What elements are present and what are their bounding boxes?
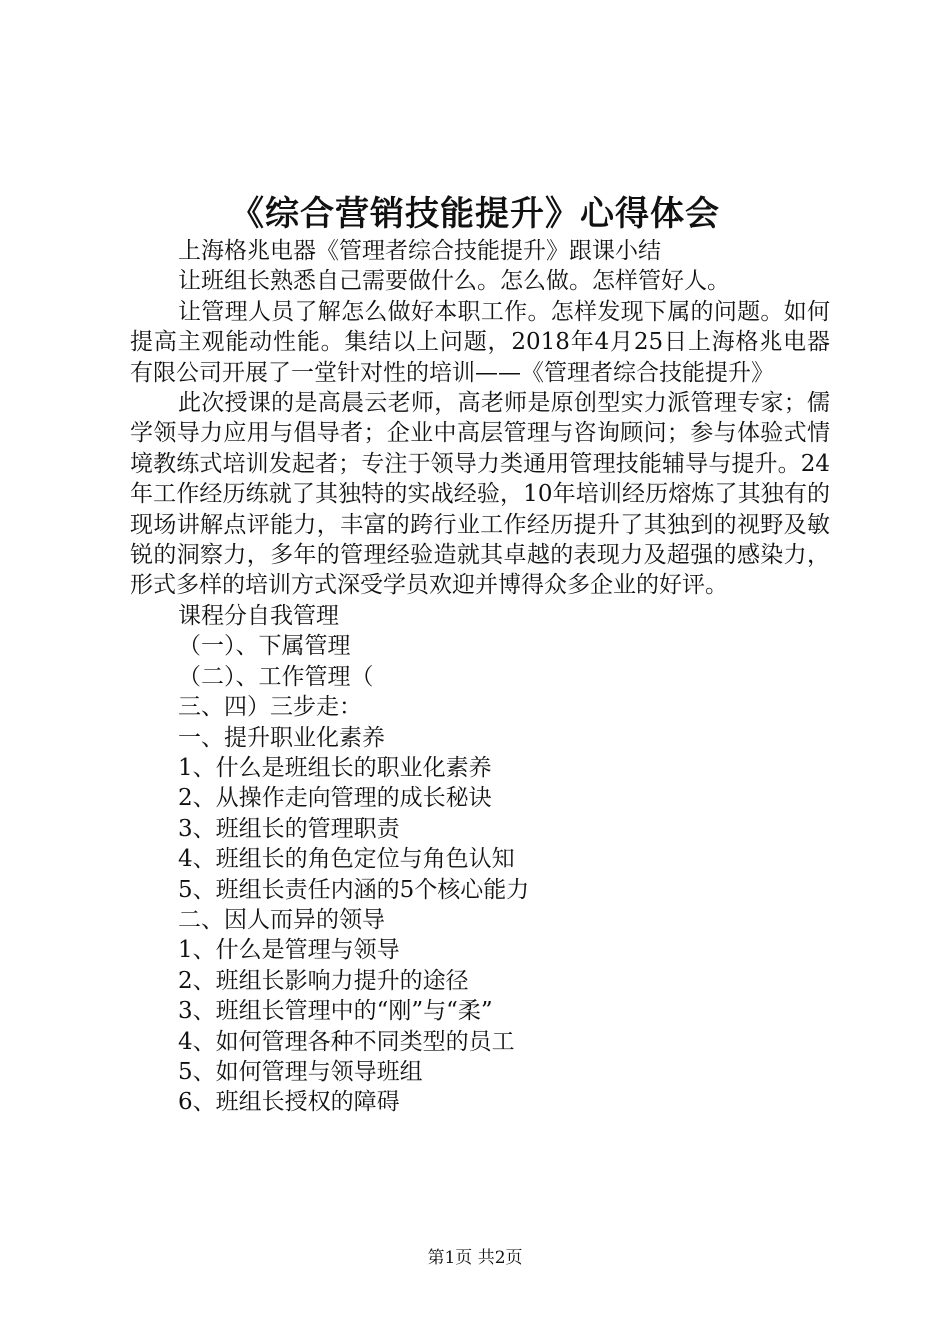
intro-line: 让班组长熟悉自己需要做什么。怎么做。怎样管好人。: [178, 268, 730, 295]
outline-item: 5、班组长责任内涵的5个核心能力: [178, 876, 530, 903]
outline-item: 二、因人而异的领导: [178, 906, 385, 933]
paragraph: 此次授课的是高晨云老师，高老师是原创型实力派管理专家；儒学领导力应用与倡导者；企业中高层管理与咨询顾问；参与体验式情境教练式培训发起者；专注于领导力类通用管理技能辅导与提升。24年工作经历练就了其独特的实战经验，10年培训经历熔炼了其独有的现场讲解点评能力，丰富的跨行业工作经历提升了其独到的视野及敏锐的洞察力，多年的管理经验造就其卓越的表现力及超强的感染力，形式多样的培训方式深受学员欢迎并博得众多企业的好评。: [130, 390, 830, 599]
paragraph: 让管理人员了解怎么做好本职工作。怎样发现下属的问题。如何提高主观能动性能。集结以上问题，2018年4月25日上海格兆电器有限公司开展了一堂针对性的培训——《管理者综合技能提升》: [130, 298, 830, 386]
intro-subtitle: 上海格兆电器《管理者综合技能提升》跟课小结: [178, 238, 661, 264]
outline-item: （一）、下属管理: [178, 633, 351, 660]
outline-item: 1、什么是班组长的职业化素养: [178, 754, 492, 781]
page-footer: 第1页 共2页: [427, 1248, 523, 1268]
outline-item: 2、班组长影响力提升的途径: [178, 967, 469, 994]
outline-item: 三、四）三步走：: [178, 694, 362, 721]
outline-item: 2、从操作走向管理的成长秘诀: [178, 785, 492, 812]
outline-item: 3、班组长的管理职责: [178, 815, 400, 842]
outline-item: 课程分自我管理: [178, 602, 339, 629]
document-title: 《综合营销技能提升》心得体会: [230, 194, 720, 234]
outline-item: 5、如何管理与领导班组: [178, 1058, 423, 1085]
document-body: [130, 236, 830, 1118]
outline-item: 1、什么是管理与领导: [178, 937, 400, 964]
outline-item: 3、班组长管理中的“刚”与“柔”: [178, 998, 493, 1025]
outline-item: （二）、工作管理（: [178, 663, 374, 690]
outline-item: 一、提升职业化素养: [178, 724, 385, 751]
outline-item: 6、班组长授权的障碍: [178, 1089, 400, 1116]
outline-item: 4、如何管理各种不同类型的员工: [178, 1028, 515, 1055]
outline-item: 4、班组长的角色定位与角色认知: [178, 846, 515, 873]
